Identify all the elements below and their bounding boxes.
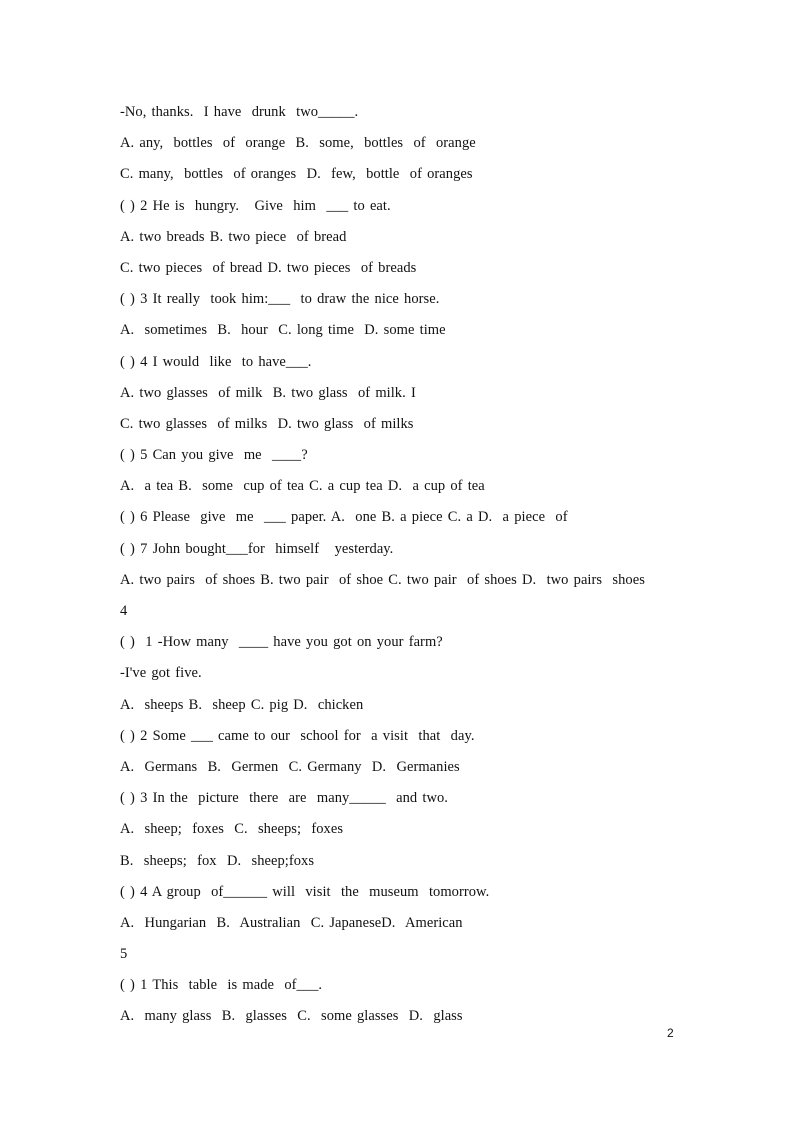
text-line: A. a tea B. some cup of tea C. a cup tea D. a cup of tea: [120, 478, 485, 495]
text-line: ( ) 1 -How many ____ have you got on your farm?: [120, 634, 443, 651]
text-line: A. Hungarian B. Australian C. JapaneseD. American: [120, 914, 463, 931]
section-number: 4: [120, 603, 128, 619]
text-line: C. two glasses of milks D. two glass of milks: [120, 415, 414, 432]
text-line: ( ) 6 Please give me ___ paper. A. one B. a piece C. a D. a piece of: [120, 509, 568, 526]
text-line: C. two pieces of bread D. two pieces of breads: [120, 259, 417, 276]
text-line: ( ) 3 It really took him:___ to draw the nice horse.: [120, 291, 440, 308]
section-number: 5: [120, 946, 128, 963]
text-line: ( ) 2 He is hungry. Give him ___ to eat.: [120, 197, 391, 214]
text-line: ( ) 4 I would like to have___.: [120, 353, 312, 370]
text-line: ( ) 4 A group of______ will visit the museum tomorrow.: [120, 883, 490, 900]
text-line: A. two glasses of milk B. two glass of milk. I: [120, 384, 416, 401]
text-line: ( ) 7 John bought___for himself yesterday.: [120, 540, 394, 557]
page-number: 2: [667, 1026, 674, 1040]
text-line: -I've got five.: [120, 665, 202, 682]
text-line: A. two breads B. two piece of bread: [120, 228, 347, 245]
document-body: [120, 102, 680, 1038]
text-line: ( ) 1 This table is made of___.: [120, 977, 323, 994]
text-line: A. sheeps B. sheep C. pig D. chicken: [120, 696, 364, 713]
text-line: B. sheeps; fox D. sheep;foxs: [120, 852, 315, 869]
text-line: A. two pairs of shoes B. two pair of shoe C. two pair of shoes D. two pairs shoes: [120, 571, 645, 588]
text-line: A. sheep; foxes C. sheeps; foxes: [120, 821, 344, 838]
text-line: A. many glass B. glasses C. some glasses D. glass: [120, 1008, 463, 1025]
text-line: C. many, bottles of oranges D. few, bottle of oranges: [120, 166, 473, 183]
text-line: A. Germans B. Germen C. Germany D. Germanies: [120, 758, 460, 775]
text-line: ( ) 2 Some ___ came to our school for a visit that day.: [120, 727, 475, 744]
text-line: A. any, bottles of orange B. some, bottles of orange: [120, 135, 476, 152]
text-line: A. sometimes B. hour C. long time D. some time: [120, 322, 446, 339]
text-line: ( ) 5 Can you give me ____?: [120, 447, 308, 464]
text-line: ( ) 3 In the picture there are many_____ and two.: [120, 790, 448, 807]
text-line: -No, thanks. I have drunk two_____.: [120, 104, 359, 120]
